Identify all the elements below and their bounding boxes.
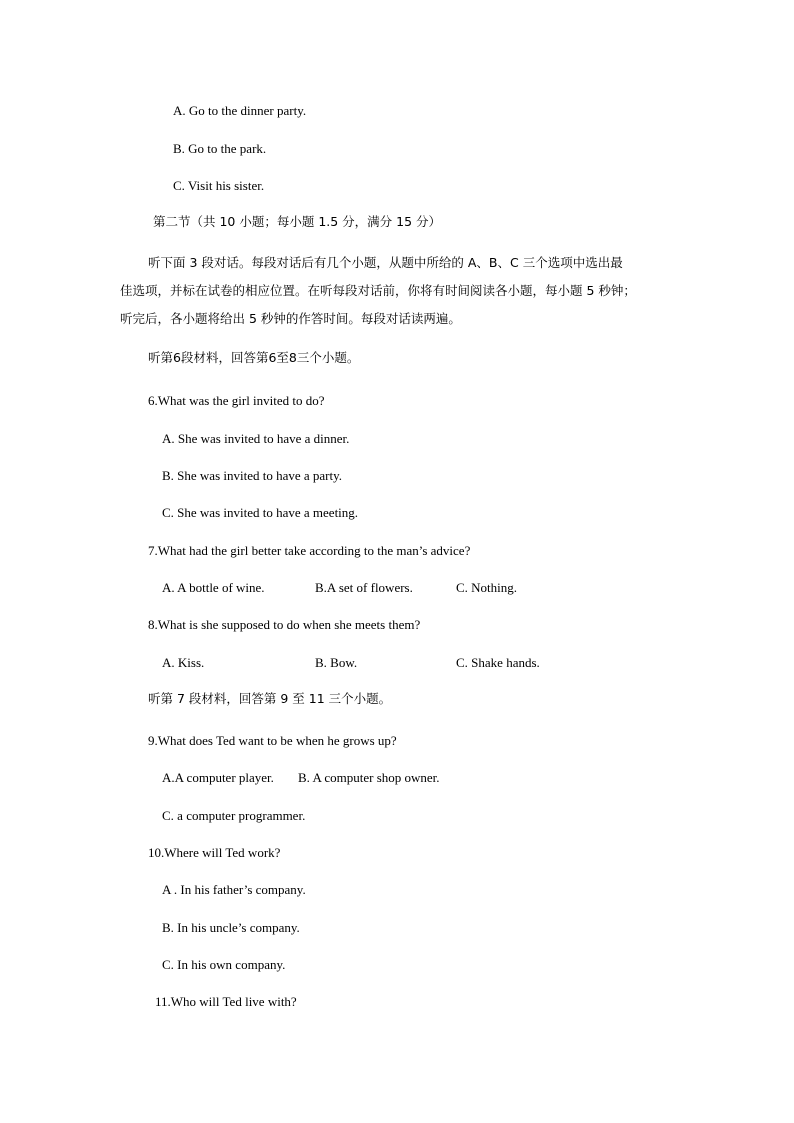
question-9-option-a: A.A computer player. [162,770,274,785]
question-7-option-b: B.A set of flowers. [315,580,413,595]
question-9-option-c: C. a computer programmer. [162,808,306,823]
question-7: 7.What had the girl better take according to the man’s advice? [148,543,471,558]
question-6-option-a: A. She was invited to have a dinner. [162,431,350,446]
question-11: 11.Who will Ted live with? [155,994,297,1009]
instructions-line-3: 听完后，各小题将给出 5 秒钟的作答时间。每段对话读两遍。 [120,311,461,326]
question-9: 9.What does Ted want to be when he grows up? [148,733,397,748]
material7-intro: 听第 7 段材料，回答第 9 至 11 三个小题。 [148,691,392,706]
question-10-option-b: B. In his uncle’s company. [162,920,300,935]
prev-option-c: C. Visit his sister. [173,178,265,193]
instructions-line-2: 佳选项，并标在试卷的相应位置。在听每段对话前，你将有时间阅读各小题，每小题 5 秒钟； [120,283,636,298]
question-8-option-a: A. Kiss. [162,655,205,670]
question-10-option-c: C. In his own company. [162,957,286,972]
question-8-option-b: B. Bow. [315,655,358,670]
question-6-option-c: C. She was invited to have a meeting. [162,505,359,520]
section2-header: 第二节（共 10 小题；每小题 1.5 分，满分 15 分） [153,214,442,229]
question-7-option-a: A. A bottle of wine. [162,580,265,595]
question-8-option-c: C. Shake hands. [456,655,540,670]
question-8: 8.What is she supposed to do when she meets them? [148,617,421,632]
question-10-option-a: A . In his father’s company. [162,882,306,897]
material6-intro: 听第6段材料，回答第6至8三个小题。 [148,350,360,365]
prev-option-b: B. Go to the park. [173,141,267,156]
question-6: 6.What was the girl invited to do? [148,393,325,408]
prev-option-a: A. Go to the dinner party. [173,103,307,118]
question-9-option-b: B. A computer shop owner. [298,770,440,785]
question-7-option-c: C. Nothing. [456,580,518,595]
question-6-option-b: B. She was invited to have a party. [162,468,343,483]
instructions-line-1: 听下面 3 段对话。每段对话后有几个小题，从题中所给的 A、B、C 三个选项中选出最 [148,255,623,270]
question-10: 10.Where will Ted work? [148,845,281,860]
